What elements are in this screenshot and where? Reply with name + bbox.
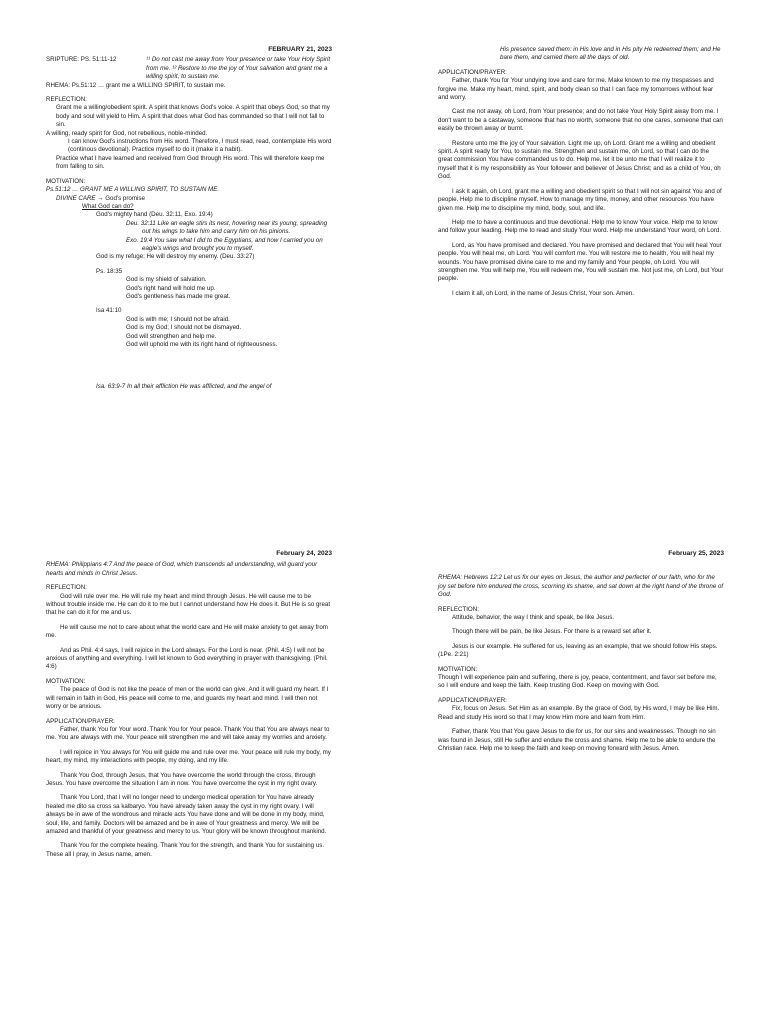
reflection-text: And as Phil. 4:4 says, I will rejoice in the Lord always. For the Lord is near. (Phil. 4:5) I will not be anxious of anything and everything. I will let known to God everything in prayer with thanksgiving. (Phil. 4:6) [46,646,328,671]
prayer-paragraph: Help me to have a continuous and true devotional. Help me to know Your voice. Help me to know and follow your leading. Help me to read and study Your word. Help me understand Your word, oh Lord. [438,218,722,235]
motivation-text: God's mighty hand (Deu. 32:11, Exo. 19:4) [96,211,213,219]
motivation-text: God is my God; I should not be dismayed. [126,324,242,332]
reflection-text: A willing, ready spirit for God, not rebellious, noble-minded. [46,129,208,137]
entry-date: FEBRUARY 21, 2023 [268,46,332,53]
motivation-text: God is my shield of salvation. [126,276,207,284]
divine-care-label: DIVINE CARE [56,194,96,202]
entry-date: February 24, 2023 [276,550,332,557]
reflection-text: Practice what I have learned and received from God through His word. This will therefore keep me from falling to sin. [56,154,325,171]
verse-text: Deu. 32:11 Like an eagle stirs its nest, hovering near its young, spreading out his wings to take him and carry him on his pinions. [126,219,328,236]
verse-text: Isa. 63:9-7 In all their affliction He was afflicted, and the angel of [96,383,272,391]
page-feb21-left [46,46,332,392]
reflection-heading: REFLECTION: [46,584,87,592]
prayer-paragraph: Thank You for the complete healing. Thank You for the strength, and thank You for sustaining us. These all I pray, in Jesus name, amen. [46,842,325,858]
motivation-text: The peace of God is not like the peace of men or the world can give. And it will guard my heart. If I will remain in faith in God, His peace will come to me, and guards my heart and mind. I will then not worry or be anxious. [46,686,329,711]
motivation-text: God is my refuge; He will destroy my enemy. (Deu. 33:27) [96,253,255,261]
reflection-text: God will rule over me. He will rule my heart and mind through Jesus. He will cause me to be without trouble inside me. He can do it to me but I cannot understand how He does it. But He is so great that he can do it for me and us. [46,592,331,617]
scripture-block [46,56,332,81]
motivation-text: God is with me; I should not be afraid. [126,315,230,323]
motivation-text: Though I will experience pain and suffering, there is joy, peace, contentment, and favor set before me, so I will endure and keep the faith. Keep trusting God. Keep on moving with God. [438,674,717,690]
motivation-text: God's gentleness has made me great. [126,292,231,300]
rhema-line: RHEMA: Ps.51:12 … grant me a WILLING SPIRIT, to sustain me. [46,81,226,89]
reflection-text: I can know God's instructions from His word. Therefore, I must read, read, contemplate His word (continous devotional). Practice myself to do it (make it a habit). [68,138,332,154]
reflection-text: Jesus is our example. He suffered for us, leaving as an example, that we should follow His steps. (1Pe. 2:21) [438,642,718,659]
motivation-heading: MOTIVATION: [46,177,86,185]
application-heading: APPLICATION/PRAYER: [438,696,507,704]
prayer-paragraph: Fix, focus on Jesus. Set Him as an example. By the grace of God, by His word, I may be like Him. Read and study His word so that I may know Him more and learn from Him. [438,705,720,721]
motivation-heading: MOTIVATION: [438,665,478,673]
verse-ref: Ps. 18:35 [96,267,123,275]
rhema-line: RHEMA: Philippians 4:7 And the peace of God, which transcends all understanding, will guard your hearts and minds in Christ Jesus. [46,561,318,577]
verse-text: Exo. 19:4 You saw what I did to the Egyptians, and how I carried you on eagle's wings and brought you to myself. [126,236,323,252]
motivation-heading: MOTIVATION: [46,677,86,685]
page-feb25 [438,550,724,759]
scripture-label: SRIPTURE: PS. 51:11-12 [46,56,117,64]
prayer-paragraph: Cast me not away, oh Lord, from Your presence; and do not take Your Holy Spirit away from me. I don't want to be a castaway, someone that has no worth, someone that no one cares, someone that can easily be thrown away or burnt. [438,108,723,133]
reflection-text: He will cause me not to care about what the world care and He will make anxiety to get away from me. [46,623,328,640]
divine-care-arrow: → God's promise [97,194,145,202]
prayer-paragraph: Father, thank You for Your word. Thank You for Your peace. Thank You that You are always near to me. You are always with me. Your peace will strengthen me and will take away my worries and anxiety. [46,725,330,742]
reflection-text: Grant me a willing/obedient spirit. A spirit that knows God's voice. A spirit that obeys God, so that my body and soul will yield to Him. A spirit that does what God has commanded so that I will not fall to sin. [56,104,330,129]
prayer-paragraph: Lord, as You have promised and declared. You have promised and declared that You will heal Your people. You will heal me, oh Lord. You will comfort me. You will restore me to health, You will heal my wounds. You have promised divine care to me and my family and Your people, oh Lord. You will strengthen me. You will help me, You will redeem me, You will sustain me. Not just me, oh Lord, but Your people. [438,241,724,283]
page-feb21-right [438,46,724,304]
prayer-paragraph: I will rejoice in You always for You will guide me and rule over me. Your peace will rule my body, my heart, my mind, my interactions with people, my doing, and my life. [46,748,331,765]
reflection-heading: REFLECTION: [46,96,87,104]
scripture-text: ¹¹ Do not cast me away from Your presence or take Your Holy Spirit from me. ¹² Restore to me the joy of Your salvation and grant me a willing spirit, to sustain me. [146,56,331,81]
prayer-paragraph: I ask it again, oh Lord, grant me a willing and obedient spirit so that I will not sin against You and of people. Help me to discipline myself. How to manage my time, money, and other resources You have given me. Help me to discipline my mind, body, soul, and life. [438,187,722,212]
application-heading: APPLICATION/PRAYER: [46,717,115,725]
verse-continuation: His presence saved them: in His love and in His pity He redeemed them; and He bare them, and carried them all the days of old. [500,46,721,62]
prayer-paragraph: Thank You Lord, that I will no longer need to undergo medical operation for You have already healed me dito sa cross sa kalbaryo. You have already taken away the cyst in my right ovary. I will always be in awe of the wondrous and miracle acts You have done and will be done in my body, mind, soul, life, and family. Doctors will be amazed and be in awe of Your greatness and mercy. We will be amazed and thankful of your greatness and mercy to us. Your glory will be known throughout mankind. [46,794,327,835]
prayer-paragraph: Restore unto me the joy of Your salvation. Light me up, oh Lord. Grant me a willing and obedient spirit. A spirit ready for You, to sustain me. Strengthen and sustain me, oh Lord, so that I can do the great commission You have commanded us to do. Help me, let it be unto me that I will realize it to myself that it is my responsibility as Your follower and believer of Jesus Christ; and as a child of You, oh God. [438,139,721,181]
verse-ref: Isa 41:10 [96,307,122,315]
page-feb24 [46,550,332,865]
motivation-text: Ps.51:12 … GRANT ME A WILLING SPIRIT, TO SUSTAIN ME. [46,186,220,194]
reflection-heading: REFLECTION: [438,605,479,613]
reflection-text: Attitude, behavior, the way I think and speak, be like Jesus. [452,614,615,622]
motivation-text: God's right hand will hold me up. [126,284,216,292]
reflection-text: Though there will be pain, be like Jesus. For there is a reward set after it. [452,628,652,636]
application-heading: APPLICATION/PRAYER: [438,68,507,76]
rhema-line: RHEMA: Hebrews 12:2 Let us fix our eyes on Jesus, the author and perfecter of our faith, who for the joy set before him endured the cross, scorning its shame, and sat down at the right hand of the throne of God. [438,574,724,599]
prayer-paragraph: Father, thank You that You gave Jesus to die for us, for our sins and weaknesses. Though no sin was found in Jesus, still He suffer and endure the cross and shame. Help me to be able to endure the Christian race. Help me to keep the faith and keep on moving forward with Jesus. Amen. [438,728,716,752]
prayer-paragraph: I claim it all, oh Lord, in the name of Jesus Christ, Your son. Amen. [452,289,634,297]
motivation-text: God will strengthen and help me. [126,332,217,340]
entry-date: February 25, 2023 [668,550,724,557]
prayer-paragraph: Father, thank You for Your undying love and care for me. Make known to me my trespasses and forgive me. Make my heart, mind, spirit, and body clean so that I can face my tomorrows without fear and worry. [438,77,714,102]
motivation-text: God will uphold me with its right hand of righteousness. [126,341,278,348]
motivation-subheading: What God can do? [82,202,134,210]
prayer-paragraph: Thank You God, through Jesus, that You have overcome the world through the cross, through Jesus. You have overcome the situation I am in now. You have overcome the cyst in my right ovary. [46,771,318,787]
